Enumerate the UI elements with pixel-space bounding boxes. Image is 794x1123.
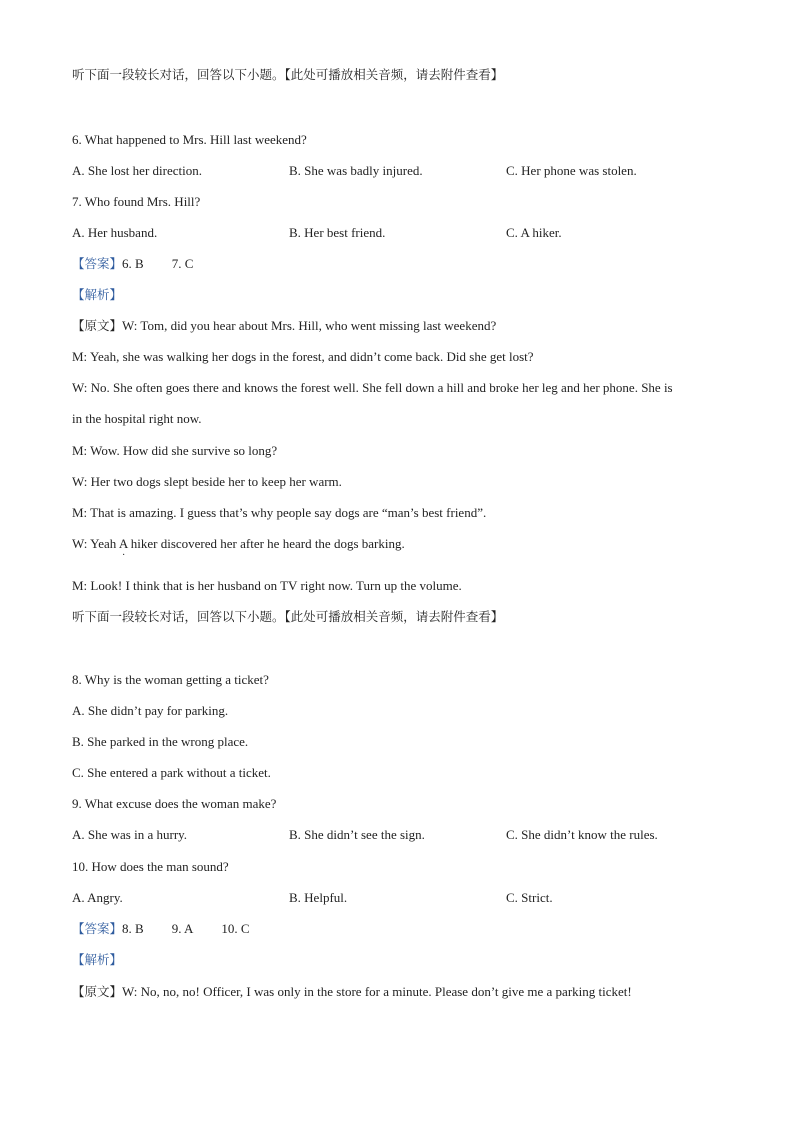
analysis-label: 【解析】 xyxy=(72,287,123,302)
section-header: 听下面一段较长对话，回答以下小题。【此处可播放相关音频，请去附件查看】 xyxy=(72,67,504,82)
option-a: A. Her husband. xyxy=(72,225,158,240)
answer-label: 【答案】 xyxy=(72,921,123,936)
transcript-line: M: Look! I think that is her husband on TV right now. Turn up the volume. xyxy=(72,578,462,593)
transcript-line: in the hospital right now. xyxy=(72,411,202,426)
option-c: C. She didn’t know the rules. xyxy=(506,827,658,842)
option-a: A. Angry. xyxy=(72,890,123,905)
question-10-options xyxy=(72,890,732,906)
transcript-label: 【原文】 xyxy=(72,984,123,999)
transcript-text: W: Tom, did you hear about Mrs. Hill, who went missing last weekend? xyxy=(122,318,497,333)
option-b: B. Helpful. xyxy=(289,890,348,905)
transcript-line: W: Yeah A hiker discovered her after he heard the dogs barking. xyxy=(72,536,405,551)
transcript-line xyxy=(72,318,496,334)
answer-line xyxy=(72,256,193,272)
answer-10: 10. C xyxy=(221,921,250,936)
option-b: B. She didn’t see the sign. xyxy=(289,827,425,842)
analysis-line xyxy=(72,287,122,303)
question-8: 8. Why is the woman getting a ticket? xyxy=(72,672,269,687)
transcript-label: 【原文】 xyxy=(72,318,123,333)
transcript-line: W: No. She often goes there and knows the forest well. She fell down a hill and broke her leg and her phone. She is xyxy=(72,380,673,395)
transcript-line: W: Her two dogs slept beside her to keep her warm. xyxy=(72,474,342,489)
answer-7: 7. C xyxy=(171,256,194,271)
answer-label: 【答案】 xyxy=(72,256,123,271)
option-c: C. Her phone was stolen. xyxy=(506,163,637,178)
option-c: C. Strict. xyxy=(506,890,553,905)
analysis-label: 【解析】 xyxy=(72,952,123,967)
option-a: A. She lost her direction. xyxy=(72,163,202,178)
option-b: B. Her best friend. xyxy=(289,225,386,240)
question-8-option-a: A. She didn’t pay for parking. xyxy=(72,703,229,718)
section-header: 听下面一段较长对话，回答以下小题。【此处可播放相关音频，请去附件查看】 xyxy=(72,609,504,624)
answer-9: 9. A xyxy=(171,921,194,936)
question-9-options xyxy=(72,827,732,843)
question-7: 7. Who found Mrs. Hill? xyxy=(72,194,201,209)
answer-6: 6. B xyxy=(122,256,144,271)
question-6-options xyxy=(72,163,732,179)
question-9: 9. What excuse does the woman make? xyxy=(72,796,277,811)
answer-line xyxy=(72,921,250,937)
option-c: C. A hiker. xyxy=(506,225,562,240)
question-10: 10. How does the man sound? xyxy=(72,859,229,874)
question-8-option-c: C. She entered a park without a ticket. xyxy=(72,765,271,780)
transcript-line: M: Wow. How did she survive so long? xyxy=(72,443,278,458)
transcript-line xyxy=(72,984,632,1000)
transcript-line: M: Yeah, she was walking her dogs in the forest, and didn’t come back. Did she get lost? xyxy=(72,349,534,364)
answer-8: 8. B xyxy=(122,921,144,936)
option-b: B. She was badly injured. xyxy=(289,163,423,178)
question-6: 6. What happened to Mrs. Hill last weekend? xyxy=(72,132,307,147)
analysis-line xyxy=(72,952,122,968)
question-8-option-b: B. She parked in the wrong place. xyxy=(72,734,249,749)
option-a: A. She was in a hurry. xyxy=(72,827,188,842)
stray-dot-mark: · xyxy=(122,550,126,561)
transcript-line: M: That is amazing. I guess that’s why people say dogs are “man’s best friend”. xyxy=(72,505,487,520)
transcript-text: W: No, no, no! Officer, I was only in the store for a minute. Please don’t give me a parking ticket! xyxy=(122,984,632,999)
question-7-options xyxy=(72,225,732,241)
